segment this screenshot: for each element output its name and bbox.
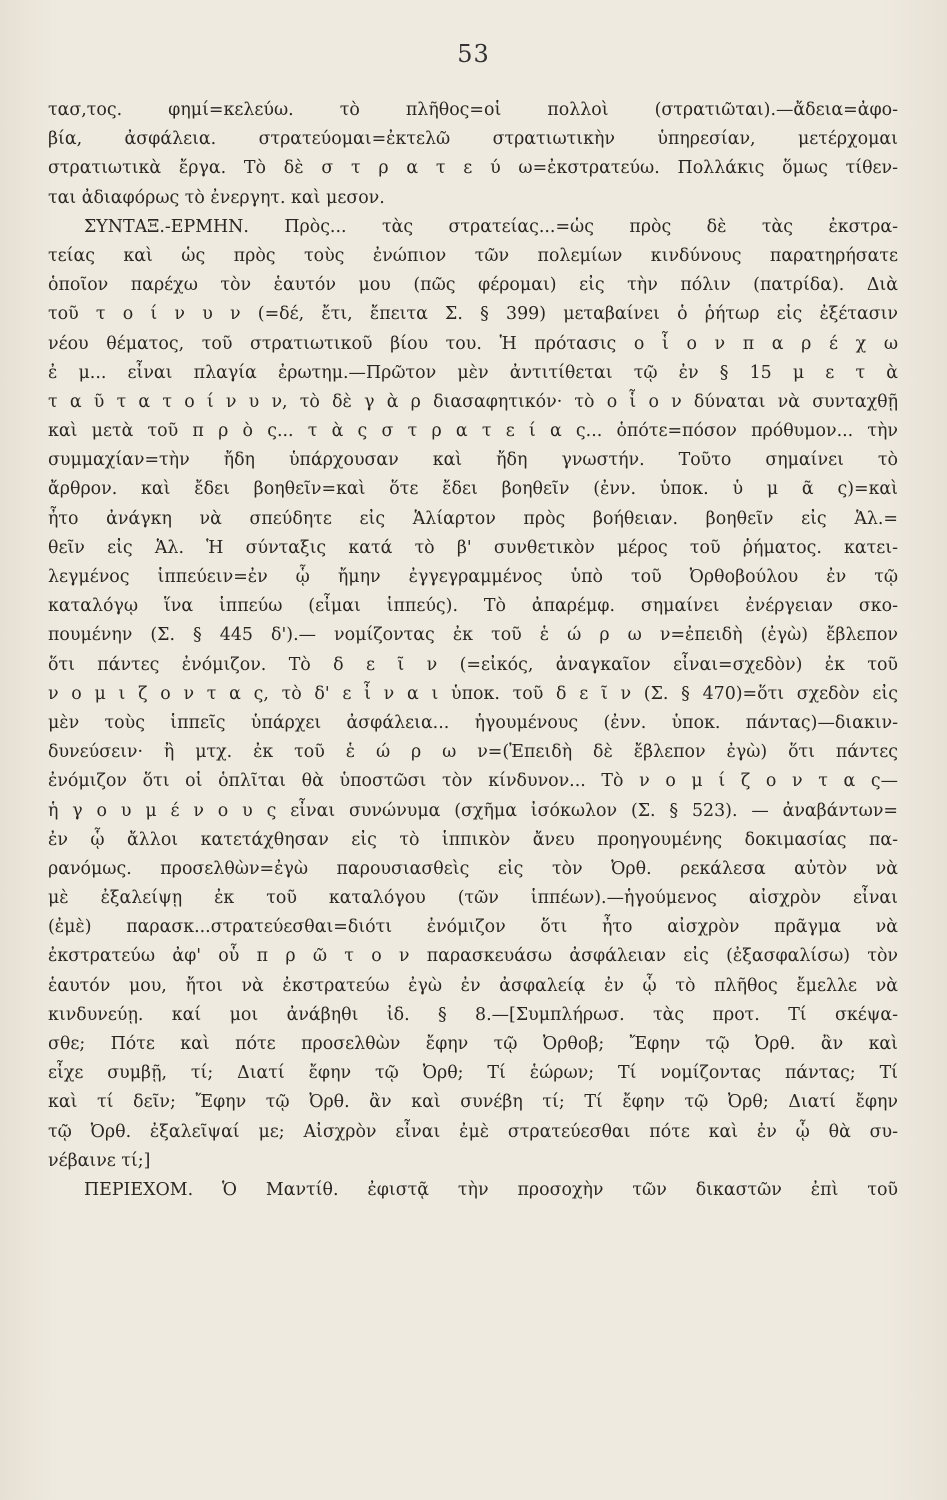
text-line: πουμένην (Σ. § 445 δ').— νομίζοντας ἐκ τοῦ ἑ ώ ρ ω ν=ἐπειδὴ (ἐγὼ) ἔβλεπον: [48, 625, 898, 646]
text-line: κινδυνεύῃ. καί μοι ἀνάβηθι ἰδ. § 8.—[Συμπλήρωσ. τὰς προτ. Τί σκέψα-: [48, 1004, 898, 1025]
commentary-text: [48, 96, 898, 1205]
text-line: ἐν ᾧ ἄλλοι κατετάχθησαν εἰς τὸ ἱππικὸν ἄνευ προηγουμένης δοκιμασίας πα-: [48, 829, 898, 850]
text-line: νέβαινε τί;]: [48, 1150, 151, 1171]
section-heading-line: ΣΥΝΤΑΞ.-ΕΡΜΗΝ. Πρὸς... τὰς στρατείας...=ὡς πρὸς δὲ τὰς ἐκστρα-: [84, 216, 898, 237]
text-line: ὅτι πάντες ἐνόμιζον. Τὸ δ ε ῖ ν (=εἰκός, ἀναγκαῖον εἶναι=σχεδὸν) ἐκ τοῦ: [48, 654, 898, 675]
text-line: (ἐμὲ) παρασκ...στρατεύεσθαι=διότι ἐνόμιζον ὅτι ἦτο αἰσχρὸν πρᾶγμα νὰ: [48, 917, 898, 938]
text-line: ται ἀδιαφόρως τὸ ἐνεργητ. καὶ μεσον.: [48, 187, 385, 208]
text-line: στρατιωτικὰ ἔργα. Τὸ δὲ σ τ ρ α τ ε ύ ω=ἐκστρατεύω. Πολλάκις ὅμως τίθεν-: [48, 158, 898, 179]
text-line: δυνεύσειν· ἢ μτχ. ἐκ τοῦ ἑ ώ ρ ω ν=(Ἐπειδὴ δὲ ἔβλεπον ἐγὼ) ὅτι πάντες: [48, 742, 898, 763]
text-line: σθε; Πότε καὶ πότε προσελθὼν ἔφην τῷ Ὀρθοβ; Ἔφην τῷ Ὀρθ. ἂν καὶ: [48, 1034, 898, 1054]
text-line: ἦτο ἀνάγκη νὰ σπεύδητε εἰς Ἁλίαρτον πρὸς βοήθειαν. βοηθεῖν εἰς Ἁλ.=: [48, 508, 898, 529]
text-line: τ α ῦ τ α τ ο ί ν υ ν, τὸ δὲ γ ὰ ρ διασαφητικόν· τὸ ο ἷ ο ν δύναται νὰ συνταχθῇ: [48, 391, 898, 412]
text-line: τῷ Ὀρθ. ἐξαλεῖψαί με; Αἰσχρὸν εἶναι ἐμὲ στρατεύεσθαι πότε καὶ ἐν ᾧ θὰ συ-: [48, 1121, 898, 1142]
text-line: τοῦ τ ο ί ν υ ν (=δέ, ἔτι, ἔπειτα Σ. § 399) μεταβαίνει ὁ ῥήτωρ εἰς ἐξέτασιν: [48, 304, 898, 325]
text-line: καταλόγῳ ἵνα ἱππεύω (εἶμαι ἱππεύς). Τὸ ἀπαρέμφ. σημαίνει ἐνέργειαν σκο-: [48, 596, 898, 617]
text-line: βία, ἀσφάλεια. στρατεύομαι=ἐκτελῶ στρατιωτικὴν ὑπηρεσίαν, μετέρχομαι: [48, 129, 898, 150]
text-line: ἐνόμιζον ὅτι οἱ ὁπλῖται θὰ ὑποστῶσι τὸν κίνδυνον... Τὸ ν ο μ ί ζ ο ν τ α ς—: [48, 771, 898, 792]
section-heading-line: ΠΕΡΙΕΧΟΜ. Ὁ Μαντίθ. ἐφιστᾷ τὴν προσοχὴν τῶν δικαστῶν ἐπὶ τοῦ: [84, 1179, 898, 1200]
text-line: εἶχε συμβῇ, τί; Διατί ἔφην τῷ Ὀρθ; Τί ἑώρων; Τί νομίζοντας πάντας; Τί: [48, 1063, 898, 1084]
text-line: νέου θέματος, τοῦ στρατιωτικοῦ βίου του. Ἡ πρότασις ο ἷ ο ν π α ρ έ χ ω: [48, 333, 898, 354]
text-line: ἐκστρατεύω ἀφ' οὗ π ρ ῶ τ ο ν παρασκευάσω ἀσφάλειαν εἰς (ἐξασφαλίσω) τὸν: [48, 946, 898, 967]
text-line: ν ο μ ι ζ ο ν τ α ς, τὸ δ' ε ἶ ν α ι ὑποκ. τοῦ δ ε ῖ ν (Σ. § 470)=ὅτι σχεδὸν εἰς: [48, 683, 898, 704]
text-line: συμμαχίαν=τὴν ἤδη ὑπάρχουσαν καὶ ἤδη γνωστήν. Τοῦτο σημαίνει τὸ: [48, 450, 898, 471]
text-line: ἐ μ... εἶναι πλαγία ἐρωτημ.—Πρῶτον μὲν ἀντιτίθεται τῷ ἐν § 15 μ ε τ ὰ: [48, 362, 898, 383]
text-line: ἡ γ ο υ μ έ ν ο υ ς εἶναι συνώνυμα (σχῆμα ἰσόκωλον (Σ. § 523). — ἀναβάντων=: [48, 800, 898, 821]
text-line: καὶ τί δεῖν; Ἔφην τῷ Ὀρθ. ἂν καὶ συνέβη τί; Τί ἔφην τῷ Ὀρθ; Διατί ἔφην: [48, 1092, 898, 1113]
text-line: τείας καὶ ὡς πρὸς τοὺς ἐνώπιον τῶν πολεμίων κινδύνους παρατηρήσατε: [48, 245, 898, 266]
text-line: ἄρθρον. καὶ ἔδει βοηθεῖν=καὶ ὅτε ἔδει βοηθεῖν (ἐνν. ὑποκ. ὑ μ ᾶ ς)=καὶ: [48, 479, 898, 500]
text-line: ρανόμως. προσελθὼν=ἐγὼ παρουσιασθεὶς εἰς τὸν Ὀρθ. ρεκάλεσα αὐτὸν νὰ: [48, 858, 898, 879]
text-line: μὲ ἐξαλείψῃ ἐκ τοῦ καταλόγου (τῶν ἱππέων).—ἡγούμενος αἰσχρὸν εἶναι: [48, 888, 898, 909]
text-line: μὲν τοὺς ἱππεῖς ὑπάρχει ἀσφάλεια... ἡγουμένους (ἐνν. ὑποκ. πάντας)—διακιν-: [48, 712, 898, 733]
text-line: λεγμένος ἱππεύειν=ἐν ᾧ ἤμην ἐγγεγραμμένος ὑπὸ τοῦ Ὀρθοβούλου ἐν τῷ: [48, 567, 898, 587]
text-line: τασ,τος. φημί=κελεύω. τὸ πλῆθος=οἱ πολλοὶ (στρατιῶται).—ἄδεια=ἀφο-: [48, 100, 898, 120]
page-number: 53: [457, 40, 490, 68]
text-line: ὁποῖον παρέχω τὸν ἑαυτόν μου (πῶς φέρομαι) εἰς τὴν πόλιν (πατρίδα). Διὰ: [48, 275, 898, 296]
text-line: ἑαυτόν μου, ἤτοι νὰ ἐκστρατεύω ἐγὼ ἐν ἀσφαλείᾳ ἐν ᾧ τὸ πλῆθος ἔμελλε νὰ: [48, 975, 898, 996]
text-line: καὶ μετὰ τοῦ π ρ ὸ ς... τ ὰ ς σ τ ρ α τ ε ί α ς... ὁπότε=πόσον πρόθυμον... τὴν: [48, 421, 898, 442]
text-line: θεῖν εἰς Ἁλ. Ἡ σύνταξις κατά τὸ β' συνθετικὸν μέρος τοῦ ῥήματος. κατει-: [48, 537, 898, 558]
